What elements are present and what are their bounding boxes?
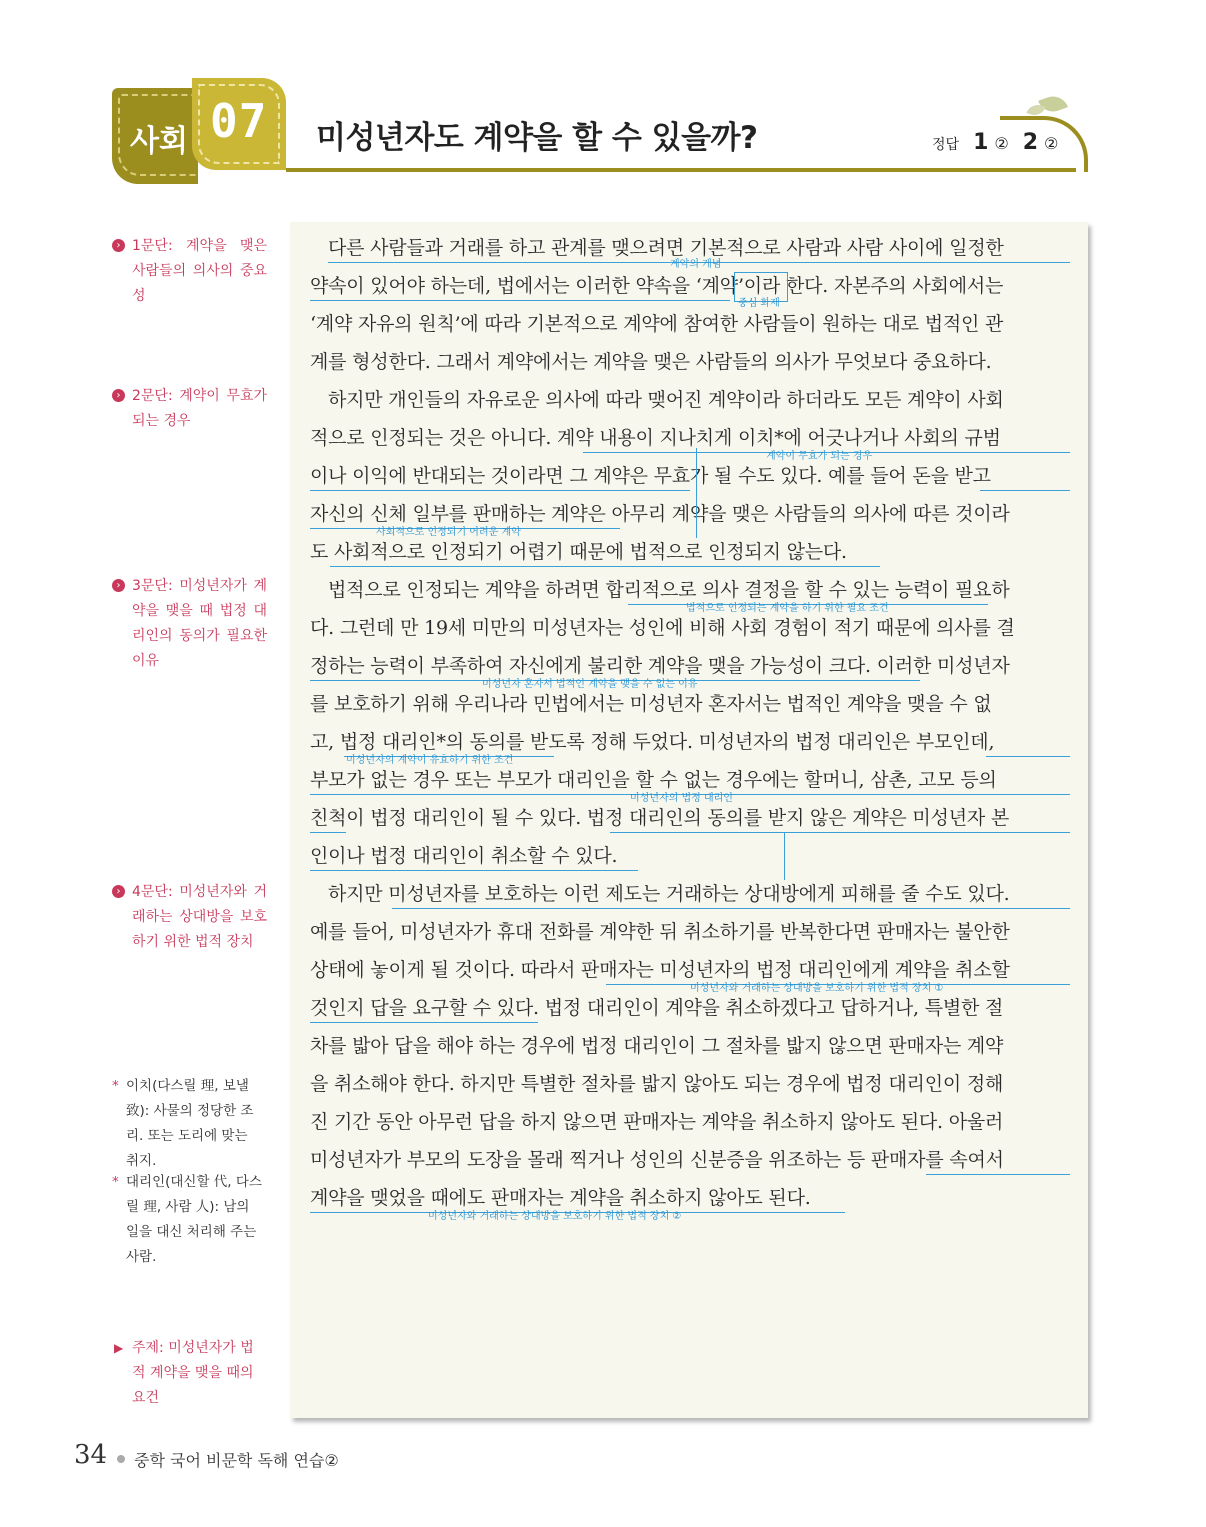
text-line: 진 기간 동안 아무런 답을 하지 않으면 판매자는 계약을 취소하지 않아도 된다. 아울러 — [310, 1111, 1004, 1133]
text-line: 다. 그런데 만 19세 미만의 미성년자는 성인에 비해 사회 경험이 적기 때문에 의사를 결 — [310, 617, 1015, 639]
text-line: 정하는 능력이 부족하여 자신에게 불리한 계약을 맺을 가능성이 크다. 이러한 미성년자 — [310, 655, 1010, 677]
sidebar-theme: ▶ 주제: 미성년자가 법적 계약을 맺을 때의 요건 — [112, 1336, 267, 1411]
underline — [310, 490, 690, 491]
underline — [310, 832, 346, 833]
title-underline — [286, 168, 1076, 172]
text-line: 친척이 법정 대리인이 될 수 있다. 법정 대리인의 동의를 받지 않은 계약은 미성년자 본 — [310, 807, 1009, 829]
asterisk-icon: * — [112, 1174, 119, 1190]
underline — [986, 756, 1070, 757]
text-line: 계약을 맺었을 때에도 판매자는 계약을 취소하지 않아도 된다. — [310, 1187, 811, 1209]
triangle-icon: ▶ — [114, 1341, 124, 1355]
text-line: 미성년자가 부모의 도장을 몰래 찍거나 성인의 신분증을 위조하는 등 판매자를 속여서 — [310, 1149, 1004, 1171]
underline — [926, 1174, 1070, 1175]
text-line: 다른 사람들과 거래를 하고 관계를 맺으려면 기본적으로 사람과 사람 사이에 일정한 — [328, 237, 1004, 259]
asterisk-icon: * — [112, 1078, 119, 1094]
text-line: 이나 이익에 반대되는 것이라면 그 계약은 무효가 될 수도 있다. 예를 들어 돈을 받고 — [310, 465, 991, 487]
sidebar-paragraph-1: › 1문단: 계약을 맺은 사람들의 의사의 중요성 — [112, 234, 267, 309]
leaf-icon — [1038, 92, 1068, 116]
annotation-unrecognized-contract: 사회적으로 인정되기 어려운 계약 — [376, 527, 521, 538]
answer-label: 정답 — [932, 137, 960, 153]
underline — [610, 832, 1070, 833]
arrow-circle-icon: › — [112, 239, 125, 252]
underline — [310, 300, 730, 301]
text-line: 적으로 인정되는 것은 아니다. 계약 내용이 지나치게 이치*에 어긋나거나 사회의 규범 — [310, 427, 1001, 449]
answer-1-number: 1 — [973, 130, 989, 155]
text-line: 차를 밟아 답을 해야 하는 경우에 법정 대리인이 그 절차를 밟지 않으면 판매자는 계약 — [310, 1035, 1004, 1057]
connector-line — [696, 448, 697, 538]
arrow-circle-icon: › — [112, 579, 125, 592]
annotation-void-cases: 계약이 무효가 되는 경우 — [766, 451, 873, 462]
sidebar-paragraph-4: › 4문단: 미성년자와 거래하는 상대방을 보호하기 위한 법적 장치 — [112, 880, 267, 955]
annotation-contract-concept: 계약의 개념 — [670, 259, 722, 270]
annotation-minor-reason: 미성년자 혼자서 법적인 계약을 맺을 수 없는 이유 — [482, 679, 698, 690]
page-number: 34 — [74, 1440, 108, 1470]
text-line: 고, 법정 대리인*의 동의를 받도록 정해 두었다. 미성년자의 법정 대리인은 부모인데, — [310, 731, 995, 753]
text-line: 약속이 있어야 하는데, 법에서는 이러한 약속을 ‘계약’이라 한다. 자본주의 사회에서는 — [310, 275, 1004, 297]
footnote-ichi: * 이치(다스릴 理, 보낼 致): 사물의 정당한 조리. 또는 도리에 맞는 취지. — [112, 1074, 264, 1174]
subject-badge — [112, 88, 198, 184]
lesson-number: 07 — [210, 94, 268, 148]
text-line: 부모가 없는 경우 또는 부모가 대리인을 할 수 없는 경우에는 할머니, 삼촌, 고모 등의 — [310, 769, 997, 791]
text-line: 예를 들어, 미성년자가 휴대 전화를 계약한 뒤 취소하기를 반복한다면 판매자는 불안한 — [310, 921, 1010, 943]
underline — [330, 566, 880, 567]
text-line: 를 보호하기 위해 우리나라 민법에서는 미성년자 혼자서는 법적인 계약을 맺을 수 없 — [310, 693, 992, 715]
annotation-central-topic: 중심 화제 — [738, 298, 780, 309]
underline — [310, 1022, 538, 1023]
text-line: ‘계약 자유의 원칙’에 따라 기본적으로 계약에 참여한 사람들이 원하는 대로 법적인 관 — [310, 313, 1004, 335]
underline — [392, 908, 1070, 909]
annotation-legal-representative: 미성년자의 법정 대리인 — [630, 793, 733, 804]
text-line: 하지만 개인들의 자유로운 의사에 따라 맺어진 계약이라 하더라도 모든 계약이 사회 — [328, 389, 1004, 411]
answer-key — [932, 130, 1058, 155]
text-line: 상태에 놓이게 될 것이다. 따라서 판매자는 미성년자의 법정 대리인에게 계약을 취소할 — [310, 959, 1010, 981]
page-title: 미성년자도 계약을 할 수 있을까? — [316, 120, 758, 156]
text-line: 하지만 미성년자를 보호하는 이런 제도는 거래하는 상대방에게 피해를 줄 수도 있다. — [328, 883, 1010, 905]
text-line: 것인지 답을 요구할 수 있다. 법정 대리인이 계약을 취소하겠다고 답하거나, 특별한 절 — [310, 997, 1004, 1019]
sidebar-paragraph-2: › 2문단: 계약이 무효가 되는 경우 — [112, 384, 267, 434]
text-line: 법적으로 인정되는 계약을 하려면 합리적으로 의사 결정을 할 수 있는 능력이 필요하 — [328, 579, 1010, 601]
underline — [310, 870, 638, 871]
annotation-protection-1: 미성년자와 거래하는 상대방을 보호하기 위한 법적 장치 ① — [690, 983, 944, 994]
answer-2-value: ② — [1044, 134, 1059, 153]
answer-2-number: 2 — [1022, 130, 1039, 155]
answer-1-value: ② — [994, 134, 1009, 153]
text-line: 자신의 신체 일부를 판매하는 계약은 아무리 계약을 맺은 사람들의 의사에 따른 것이라 — [310, 503, 1010, 525]
text-line: 도 사회적으로 인정되기 어렵기 때문에 법적으로 인정되지 않는다. — [310, 541, 847, 563]
arrow-circle-icon: › — [112, 389, 125, 402]
book-title: 중학 국어 비문학 독해 연습② — [134, 1451, 339, 1470]
underline — [980, 490, 1070, 491]
connector-line — [784, 832, 785, 880]
footnote-daeriin: * 대리인(대신할 代, 다스릴 理, 사람 人): 남의 일을 대신 처리해 주는 사람. — [112, 1170, 264, 1270]
text-line: 인이나 법정 대리인이 취소할 수 있다. — [310, 845, 618, 867]
text-line: 계를 형성한다. 그래서 계약에서는 계약을 맺은 사람들의 의사가 무엇보다 중요하다. — [310, 351, 992, 373]
text-line: 을 취소해야 한다. 하지만 특별한 절차를 밟지 않아도 되는 경우에 법정 대리인이 정해 — [310, 1073, 1004, 1095]
annotation-validity-condition: 미성년자의 계약이 유효하기 위한 조건 — [346, 755, 514, 766]
annotation-necessary-condition: 법적으로 인정되는 계약을 하기 위한 필요 조건 — [686, 603, 889, 614]
subject-label: 사회 — [130, 124, 188, 159]
annotation-protection-2: 미성년자와 거래하는 상대방을 보호하기 위한 법적 장치 ② — [428, 1211, 682, 1222]
sidebar-paragraph-3: › 3문단: 미성년자가 계약을 맺을 때 법정 대리인의 동의가 필요한 이유 — [112, 574, 267, 674]
lesson-number-badge — [192, 78, 286, 170]
bullet-dot — [117, 1455, 125, 1463]
arrow-circle-icon: › — [112, 885, 125, 898]
